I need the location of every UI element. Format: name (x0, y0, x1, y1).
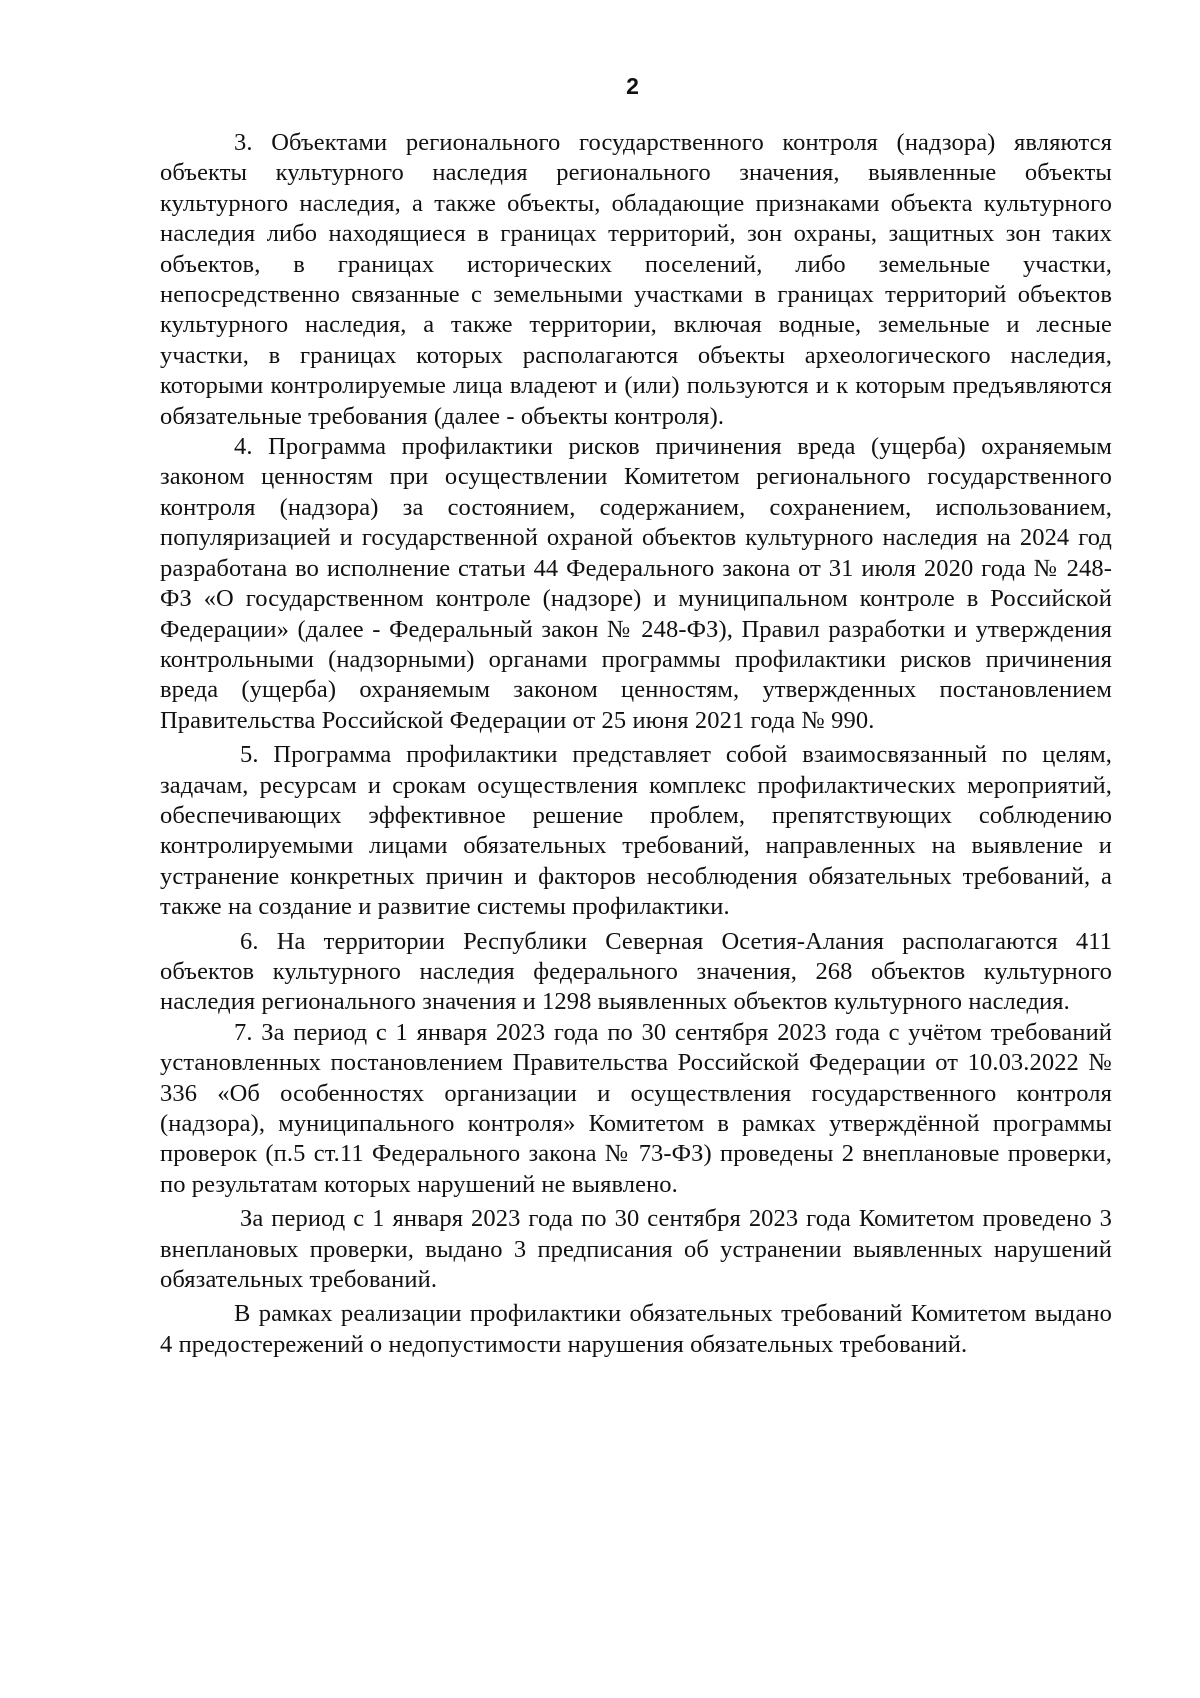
page-number: 2 (626, 73, 639, 99)
paragraph-item-3: 3. Объектами регионального государственного контроля (надзора) являются объекты культурного наследия регионального значения, выявленные объекты культурного наследия, а также объекты, обладающие признаками объекта культурного наследия либо находящиеся в границах территорий, зон охраны, защитных зон таких объектов, в границах исторических поселений, либо земельные участки, непосредственно связанные с земельными участками в границах территорий объектов культурного наследия, а также территории, включая водные, земельные и лесные участки, в границах которых располагаются объекты археологического наследия, которыми контролируемые лица владеют и (или) пользуются и к которым предъявляются обязательные требования (далее - объекты контроля). (160, 129, 1112, 430)
document-body (160, 128, 1112, 1360)
paragraph-item-4: 4. Программа профилактики рисков причинения вреда (ущерба) охраняемым законом ценностям при осуществлении Комитетом регионального государственного контроля (надзора) за состоянием, содержанием, сохранением, использованием, популяризацией и государственной охраной объектов культурного наследия на 2024 год разработана во исполнение статьи 44 Федерального закона от 31 июля 2020 года № 248-ФЗ «О государственном контроле (надзоре) и муниципальном контроле в Российской Федерации» (далее - Федеральный закон № 248-ФЗ), Правил разработки и утверждения контрольными (надзорными) органами программы профилактики рисков причинения вреда (ущерба) охраняемым законом ценностям, утвержденных постановлением Правительства Российской Федерации от 25 июня 2021 года № 990. (160, 433, 1112, 734)
paragraph-warnings-summary: В рамках реализации профилактики обязательных требований Комитетом выдано 4 предостережений о недопустимости нарушения обязательных требований. (160, 1300, 1112, 1358)
paragraph-item-6: 6. На территории Республики Северная Осетия-Алания располагаются 411 объектов культурного наследия федерального значения, 268 объектов культурного наследия регионального значения и 1298 выявленных объектов культурного наследия. (160, 927, 1112, 1016)
paragraph-item-5: 5. Программа профилактики представляет собой взаимосвязанный по целям, задачам, ресурсам и срокам осуществления комплекс профилактических мероприятий, обеспечивающих эффективное решение проблем, препятствующих соблюдению контролируемыми лицами обязательных требований, направленных на выявление и устранение конкретных причин и факторов несоблюдения обязательных требований, а также на создание и развитие системы профилактики. (160, 741, 1112, 921)
paragraph-inspections-summary: За период с 1 января 2023 года по 30 сентября 2023 года Комитетом проведено 3 внеплановых проверки, выдано 3 предписания об устранении выявленных нарушений обязательных требований. (160, 1205, 1112, 1294)
paragraph-item-7: 7. За период с 1 января 2023 года по 30 сентября 2023 года с учётом требований установленных постановлением Правительства Российской Федерации от 10.03.2022 № 336 «Об особенностях организации и осуществления государственного контроля (надзора), муниципального контроля» Комитетом в рамках утверждённой программы проверок (п.5 ст.11 Федерального закона № 73-ФЗ) проведены 2 внеплановые проверки, по результатам которых нарушений не выявлено. (160, 1018, 1112, 1198)
